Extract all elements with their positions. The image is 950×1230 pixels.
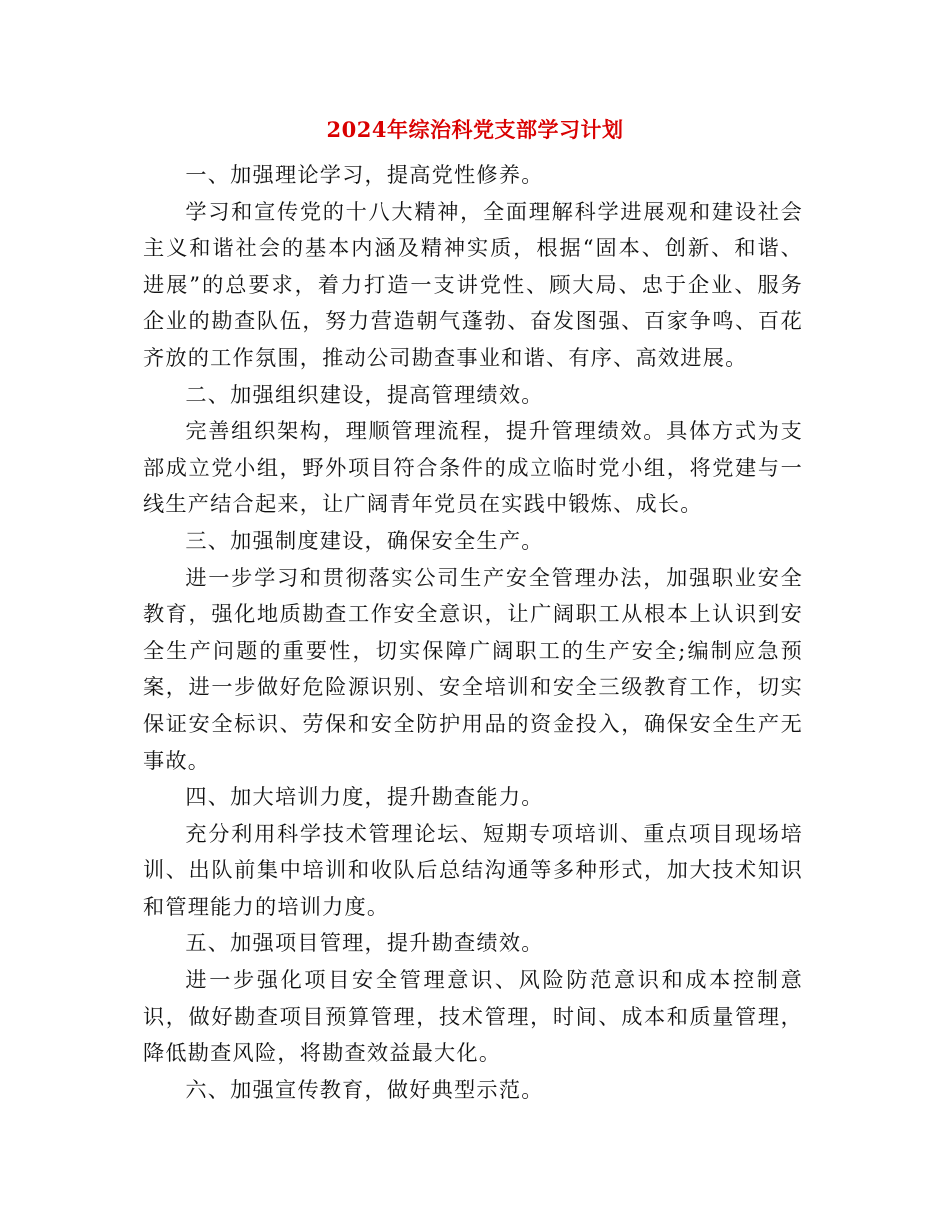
heading-3: 三、加强制度建设，确保安全生产。 — [185, 527, 544, 553]
document-body — [143, 157, 803, 1108]
paragraph-3: 进一步学习和贯彻落实公司生产安全管理办法，加强职业安全教育，强化地质勘查工作安全意识，让广阔职工从根本上认识到安全生产问题的重要性，切实保障广阔职工的生产安全;编制应急预案，进一步做好危险源识别、安全培训和安全三级教育工作，切实保证安全标识、劳保和安全防护用品的资金投入，确保安全生产无事故。 — [143, 564, 803, 773]
heading-6: 六、加强宣传教育，做好典型示范。 — [185, 1076, 544, 1102]
paragraph-5: 进一步强化项目安全管理意识、风险防范意识和成本控制意识，做好勘查项目预算管理，技术管理，时间、成本和质量管理，降低勘查风险，将勘查效益最大化。 — [143, 967, 803, 1066]
paragraph-4: 充分利用科学技术管理论坛、短期专项培训、重点项目现场培训、出队前集中培训和收队后总结沟通等多种形式，加大技术知识和管理能力的培训力度。 — [143, 820, 803, 919]
paragraph-1: 学习和宣传党的十八大精神，全面理解科学进展观和建设社会主义和谐社会的基本内涵及精神实质，根据“固本、创新、和谐、进展”的总要求，着力打造一支讲党性、顾大局、忠于企业、服务企业的勘查队伍，努力营造朝气蓬勃、奋发图强、百家争鸣、百花齐放的工作氛围，推动公司勘查事业和谐、有序、高效进展。 — [143, 198, 803, 370]
heading-2: 二、加强组织建设，提高管理绩效。 — [185, 381, 544, 407]
document-title: 2024年综治科党支部学习计划 — [326, 117, 624, 142]
heading-1: 一、加强理论学习，提高党性修养。 — [185, 162, 544, 187]
heading-5: 五、加强项目管理，提升勘查绩效。 — [185, 930, 544, 956]
heading-4: 四、加大培训力度，提升勘查能力。 — [185, 784, 544, 810]
paragraph-2: 完善组织架构，理顺管理流程，提升管理绩效。具体方式为支部成立党小组，野外项目符合条件的成立临时党小组，将党建与一线生产结合起来，让广阔青年党员在实践中锻炼、成长。 — [143, 418, 803, 517]
